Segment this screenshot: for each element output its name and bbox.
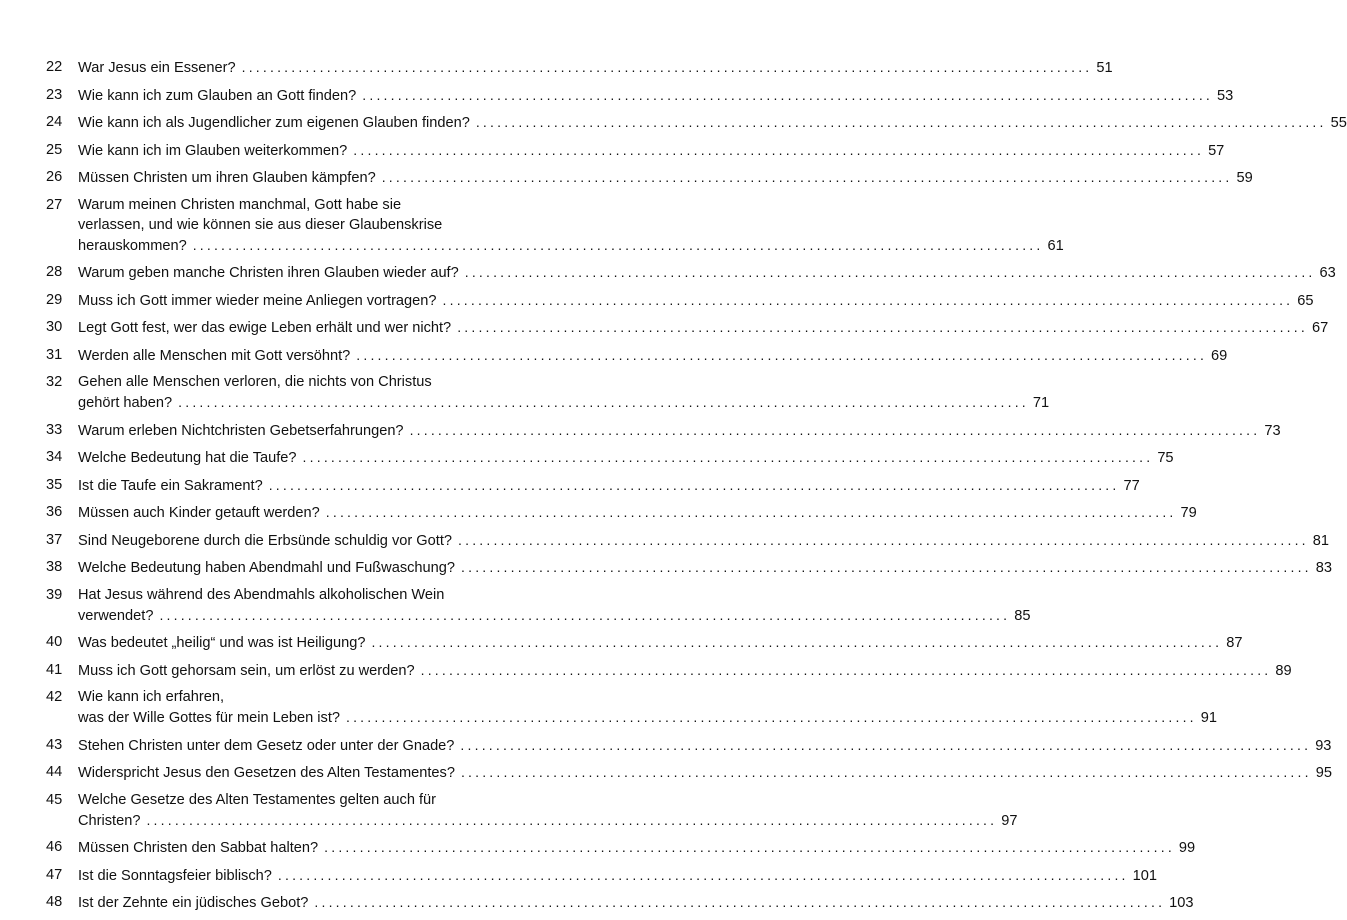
toc-entry-title-line: Ist die Taufe ein Sakrament? xyxy=(78,477,263,494)
toc-entry xyxy=(0,790,1018,830)
toc-entry-title-line: Warum erleben Nichtchristen Gebetserfahrungen? xyxy=(78,422,404,439)
toc-entry xyxy=(0,167,1253,187)
dot-leader: ........................................................................................................................ xyxy=(192,236,1044,253)
dot-leader: ........................................................................................................................ xyxy=(371,634,1223,650)
toc-entry xyxy=(0,57,1113,77)
toc-entry-page-number: 103 xyxy=(1169,895,1194,911)
toc-entry-number: 23 xyxy=(46,86,63,103)
toc-entry-title-line: was der Wille Gottes für mein Leben ist? xyxy=(78,710,340,726)
toc-entry-page-number: 55 xyxy=(1330,115,1347,131)
toc-entry-page-number: 87 xyxy=(1226,635,1243,651)
toc-entry-page-number: 79 xyxy=(1180,505,1197,521)
toc-entry-page-number: 95 xyxy=(1315,765,1332,781)
toc-entry-title-line: War Jesus ein Essener? xyxy=(78,60,236,76)
toc-entry-number: 36 xyxy=(46,504,63,520)
toc-entry-number: 38 xyxy=(46,559,63,575)
toc-entry-title-line: Wie kann ich als Jugendlicher zum eigenen Glauben finden? xyxy=(78,115,470,131)
dot-leader: ........................................................................................................................ xyxy=(356,346,1208,363)
dot-leader: ........................................................................................................................ xyxy=(346,709,1197,725)
toc-entry xyxy=(0,195,1064,255)
toc-entry-title-line: Stehen Christen unter dem Gesetz oder unter der Gnade? xyxy=(78,737,455,754)
dot-leader: ........................................................................................................................ xyxy=(409,421,1261,438)
toc-entry-title-line: Ist die Sonntagsfeier biblisch? xyxy=(78,867,272,884)
toc-entry-title-line: Was bedeutet „heilig“ und was ist Heiligung? xyxy=(78,635,366,651)
toc-entry-number: 41 xyxy=(46,661,63,678)
toc-entry xyxy=(0,892,1194,912)
toc-entry xyxy=(0,632,1243,652)
toc-entry-page-number: 51 xyxy=(1096,60,1113,76)
dot-leader: ........................................................................................................................ xyxy=(475,114,1327,130)
dot-leader: ........................................................................................................................ xyxy=(460,764,1312,780)
toc-entry-number: 44 xyxy=(46,764,63,780)
toc-entry-page-number: 59 xyxy=(1236,170,1253,186)
toc-entry-title-line: Ist der Zehnte ein jüdisches Gebot? xyxy=(78,895,309,911)
toc-entry xyxy=(0,735,1332,755)
dot-leader: ........................................................................................................................ xyxy=(442,291,1294,308)
dot-leader: ........................................................................................................................ xyxy=(178,394,1029,410)
toc-entry-page-number: 77 xyxy=(1123,477,1140,494)
toc-entry-title-line: Widerspricht Jesus den Gesetzen des Alten Testamentes? xyxy=(78,765,455,781)
toc-entry-number: 26 xyxy=(46,169,63,185)
toc-entry-page-number: 75 xyxy=(1157,450,1174,466)
toc-entry-number: 28 xyxy=(46,264,63,280)
dot-leader: ........................................................................................................................ xyxy=(159,606,1011,623)
toc-entry-title-line: Sind Neugeborene durch die Erbsünde schuldig vor Gott? xyxy=(78,532,453,549)
toc-entry-title-line: Gehen alle Menschen verloren, die nichts von Christus xyxy=(78,374,432,390)
dot-leader: ........................................................................................................................ xyxy=(268,476,1120,493)
toc-entry-page-number: 97 xyxy=(1001,812,1018,829)
toc-entry-title-line: Welche Bedeutung hat die Taufe? xyxy=(78,450,297,466)
toc-entry-page-number: 67 xyxy=(1311,320,1329,336)
toc-entry-title-line: herauskommen? xyxy=(78,237,187,254)
toc-entry xyxy=(0,262,1336,282)
toc-entry-page-number: 89 xyxy=(1275,662,1292,679)
toc-entry xyxy=(0,687,1217,727)
toc-entry xyxy=(0,447,1174,467)
toc-entry-number: 40 xyxy=(46,634,63,650)
toc-entry-number: 24 xyxy=(46,114,63,130)
toc-entry-title-line: Muss ich Gott gehorsam sein, um erlöst zu werden? xyxy=(78,662,415,679)
dot-leader: ........................................................................................................................ xyxy=(457,319,1308,335)
toc-entry-number: 32 xyxy=(46,374,63,390)
toc-entry-title-line: Welche Gesetze des Alten Testamentes gelten auch für xyxy=(78,791,437,808)
toc-entry-title-line: Christen? xyxy=(78,812,141,829)
toc-entry xyxy=(0,475,1140,495)
toc-entry-number: 25 xyxy=(46,141,63,158)
toc-entry-number: 43 xyxy=(46,736,63,753)
toc-entry-title-line: Welche Bedeutung haben Abendmahl und Fußwaschung? xyxy=(78,560,456,576)
dot-leader: ........................................................................................................................ xyxy=(302,449,1154,465)
toc-entry-page-number: 57 xyxy=(1208,142,1225,159)
toc-entry-page-number: 65 xyxy=(1297,292,1314,309)
dot-leader: ........................................................................................................................ xyxy=(460,736,1312,753)
dot-leader: ........................................................................................................................ xyxy=(314,894,1166,910)
toc-entry-number: 46 xyxy=(46,839,63,855)
toc-entry-title-line: verlassen, und wie können sie aus dieser Glaubenskrise xyxy=(78,216,443,233)
toc-entry-number: 33 xyxy=(46,421,63,438)
toc-entry-page-number: 69 xyxy=(1211,347,1228,364)
toc-entry-title-line: verwendet? xyxy=(78,607,154,624)
toc-entry-title-line: Müssen Christen um ihren Glauben kämpfen? xyxy=(78,170,376,186)
toc-entry-number: 31 xyxy=(46,346,63,363)
toc-entry-number: 47 xyxy=(46,866,63,883)
dot-leader: ........................................................................................................................ xyxy=(146,811,998,828)
dot-leader: ........................................................................................................................ xyxy=(241,59,1093,75)
toc-entry xyxy=(0,372,1050,412)
toc-entry xyxy=(0,530,1330,550)
toc-entry xyxy=(0,345,1228,365)
toc-entry-page-number: 61 xyxy=(1047,237,1064,254)
toc-entry-title-line: Müssen Christen den Sabbat halten? xyxy=(78,840,319,856)
toc-entry-number: 39 xyxy=(46,586,63,603)
toc-entry-title-line: Muss ich Gott immer wieder meine Anliegen vortragen? xyxy=(78,292,437,309)
dot-leader: ........................................................................................................................ xyxy=(362,86,1214,103)
toc-entry xyxy=(0,317,1329,337)
toc-entry-title-line: Wie kann ich erfahren, xyxy=(78,689,225,705)
toc-entry xyxy=(0,557,1333,577)
toc-entry xyxy=(0,585,1031,625)
dot-leader: ........................................................................................................................ xyxy=(353,141,1205,158)
toc-entry-title-line: Hat Jesus während des Abendmahls alkoholischen Wein xyxy=(78,586,445,603)
toc-entry-page-number: 85 xyxy=(1014,607,1031,624)
toc-entry-title-line: Wie kann ich zum Glauben an Gott finden? xyxy=(78,87,357,104)
toc-entry-page-number: 83 xyxy=(1315,560,1333,576)
toc-entry-number: 30 xyxy=(46,319,63,335)
table-of-contents xyxy=(0,57,1347,920)
toc-entry-title-line: gehört haben? xyxy=(78,395,173,411)
toc-entry-title-line: Wie kann ich im Glauben weiterkommen? xyxy=(78,142,348,159)
toc-entry xyxy=(0,112,1347,132)
toc-entry-page-number: 93 xyxy=(1315,737,1332,754)
toc-entry xyxy=(0,865,1158,885)
toc-entry-title-line: Warum meinen Christen manchmal, Gott habe sie xyxy=(78,196,402,213)
toc-entry-page-number: 91 xyxy=(1200,710,1217,726)
toc-entry-number: 34 xyxy=(46,449,63,465)
toc-entry xyxy=(0,290,1314,310)
toc-entry xyxy=(0,762,1332,782)
dot-leader: ........................................................................................................................ xyxy=(324,839,1175,855)
toc-entry xyxy=(0,660,1292,680)
dot-leader: ........................................................................................................................ xyxy=(277,866,1129,883)
toc-entry xyxy=(0,502,1197,522)
toc-entry-number: 35 xyxy=(46,476,63,493)
dot-leader: ........................................................................................................................ xyxy=(420,661,1272,678)
toc-entry-page-number: 73 xyxy=(1264,422,1281,439)
toc-entry-number: 42 xyxy=(46,689,63,705)
toc-entry xyxy=(0,837,1196,857)
dot-leader: ........................................................................................................................ xyxy=(464,264,1316,280)
toc-entry-title-line: Werden alle Menschen mit Gott versöhnt? xyxy=(78,347,351,364)
toc-entry-number: 27 xyxy=(46,196,63,213)
dot-leader: ........................................................................................................................ xyxy=(325,504,1177,520)
toc-entry-page-number: 71 xyxy=(1032,395,1050,411)
toc-entry-page-number: 63 xyxy=(1319,265,1336,281)
dot-leader: ........................................................................................................................ xyxy=(381,169,1233,185)
toc-entry-title-line: Warum geben manche Christen ihren Glauben wieder auf? xyxy=(78,265,459,281)
toc-entry-title-line: Legt Gott fest, wer das ewige Leben erhält und wer nicht? xyxy=(78,320,452,336)
toc-entry-number: 29 xyxy=(46,291,63,308)
toc-entry-number: 37 xyxy=(46,531,63,548)
toc-entry-title-line: Müssen auch Kinder getauft werden? xyxy=(78,505,320,521)
toc-entry-number: 48 xyxy=(46,894,63,910)
toc-entry-page-number: 81 xyxy=(1312,532,1330,549)
toc-entry xyxy=(0,140,1225,160)
toc-entry xyxy=(0,420,1281,440)
toc-entry xyxy=(0,85,1234,105)
toc-entry-number: 22 xyxy=(46,59,63,75)
dot-leader: ........................................................................................................................ xyxy=(461,559,1312,575)
dot-leader: ........................................................................................................................ xyxy=(458,531,1309,548)
toc-entry-page-number: 101 xyxy=(1132,867,1158,884)
toc-entry-number: 45 xyxy=(46,791,63,808)
toc-entry-page-number: 99 xyxy=(1178,840,1196,856)
toc-entry-page-number: 53 xyxy=(1217,87,1234,104)
